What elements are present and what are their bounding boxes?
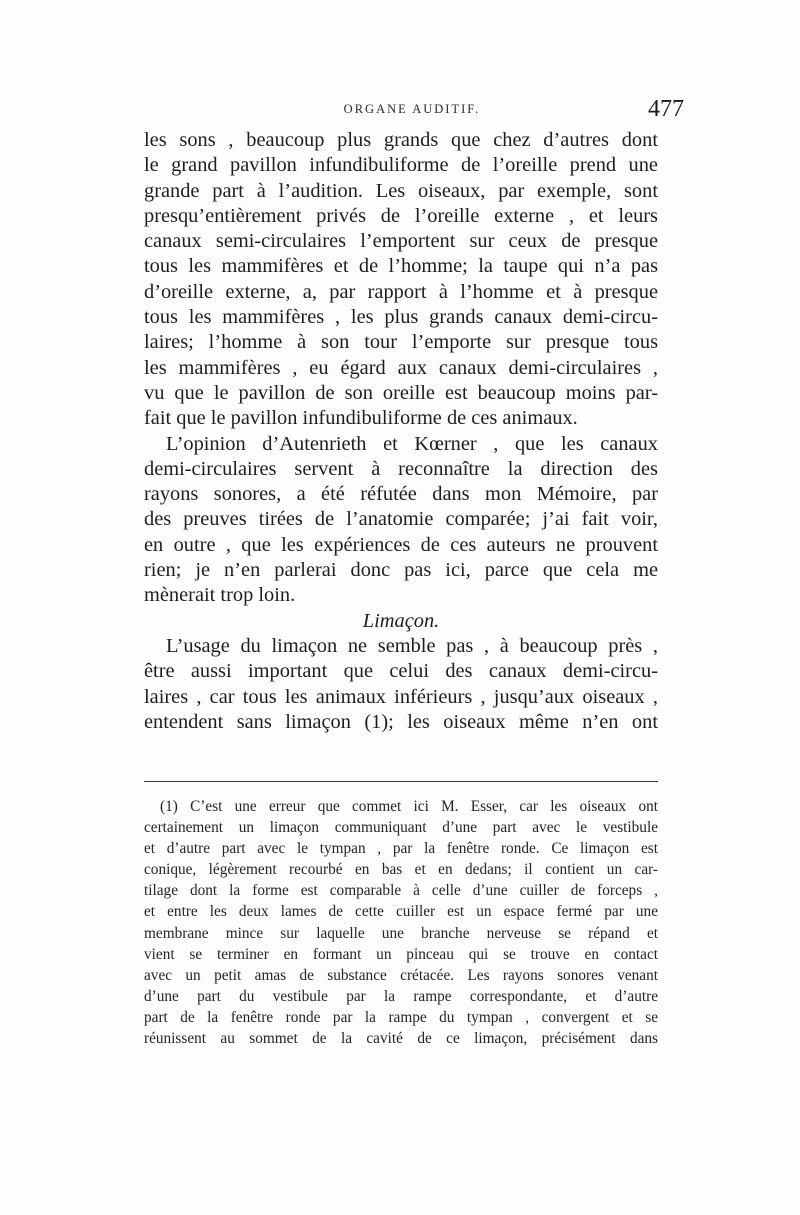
text-line: fait que le pavillon infundibuliforme de ces animaux.: [144, 407, 578, 430]
text-line: d’oreille externe, a, par rapport à l’homme et à presque: [144, 280, 658, 303]
running-head: ORGANE AUDITIF.: [343, 102, 481, 116]
footnote-line: vient se terminer en formant un pinceau qui se trouve en contact: [144, 945, 658, 963]
text-line: les mammifères , eu égard aux canaux demi-circulaires ,: [144, 356, 658, 379]
text-line: L’usage du limaçon ne semble pas , à beaucoup près ,: [166, 634, 658, 657]
footnote-line: certainement un limaçon communiquant d’une part avec le vestibule: [144, 819, 658, 837]
footnote-line: et entre les deux lames de cette cuiller est un espace fermé par une: [144, 903, 658, 921]
text-line: tous les mammifères et de l’homme; la taupe qui n’a pas: [144, 255, 658, 278]
text-line: demi-circulaires servent à reconnaître la direction des: [144, 457, 658, 480]
text-line: les sons , beaucoup plus grands que chez d’autres dont: [144, 129, 658, 151]
text-line: vu que le pavillon de son oreille est beaucoup moins par-: [144, 381, 658, 404]
text-line: rayons sonores, a été réfutée dans mon Mémoire, par: [144, 483, 658, 506]
footnote-line: part de la fenêtre ronde par la rampe du tympan , convergent et se: [144, 1008, 658, 1026]
text-line: rien; je n’en parlerai donc pas ici, parce que cela me: [144, 559, 658, 582]
footnote-line: avec un petit amas de substance crétacée. Les rayons sonores venant: [144, 966, 658, 984]
page-header: [140, 96, 684, 126]
footnote-line: d’une part du vestibule par la rampe correspondante, et d’autre: [144, 987, 658, 1005]
text-line: des preuves tirées de l’anatomie comparée; j’ai fait voir,: [144, 508, 658, 531]
text-line: mènerait trop loin.: [144, 584, 296, 607]
text-line: laires; l’homme à son tour l’emporte sur presque tous: [144, 331, 658, 354]
text-line: presqu’entièrement privés de l’oreille externe , et leurs: [144, 204, 658, 227]
page-number: 477: [648, 96, 684, 122]
main-text: [144, 128, 658, 735]
footnote-line: conique, légèrement recourbé en bas et en dedans; il contient un car-: [144, 861, 658, 879]
section-title: Limaçon.: [362, 609, 440, 632]
footnote: [144, 796, 658, 1049]
footnote-divider: [144, 781, 658, 782]
footnote-line: (1) C’est une erreur que commet ici M. Esser, car les oiseaux ont: [160, 798, 658, 815]
footnote-line: réunissent au sommet de la cavité de ce limaçon, précisément dans: [144, 1030, 658, 1048]
text-line: L’opinion d’Autenrieth et Kœrner , que les canaux: [166, 432, 658, 455]
text-line: entendent sans limaçon (1); les oiseaux même n’en ont: [144, 710, 658, 733]
text-line: grande part à l’audition. Les oiseaux, par exemple, sont: [144, 179, 658, 202]
footnote-line: membrane mince sur laquelle une branche nerveuse se répand et: [144, 924, 658, 942]
text-line: en outre , que les expériences de ces auteurs ne prouvent: [144, 533, 658, 556]
text-line: être aussi important que celui des canaux demi-circu-: [144, 660, 658, 683]
text-line: tous les mammifères , les plus grands canaux demi-circu-: [144, 306, 658, 329]
text-line: le grand pavillon infundibuliforme de l’oreille prend une: [144, 154, 658, 177]
footnote-line: tilage dont la forme est comparable à celle d’une cuiller de forceps ,: [144, 882, 658, 900]
text-line: canaux semi-circulaires l’emportent sur ceux de presque: [144, 230, 658, 253]
text-line: laires , car tous les animaux inférieurs , jusqu’aux oiseaux ,: [144, 685, 658, 708]
footnote-line: et d’autre part avec le tympan , par la fenêtre ronde. Ce limaçon est: [144, 840, 658, 858]
